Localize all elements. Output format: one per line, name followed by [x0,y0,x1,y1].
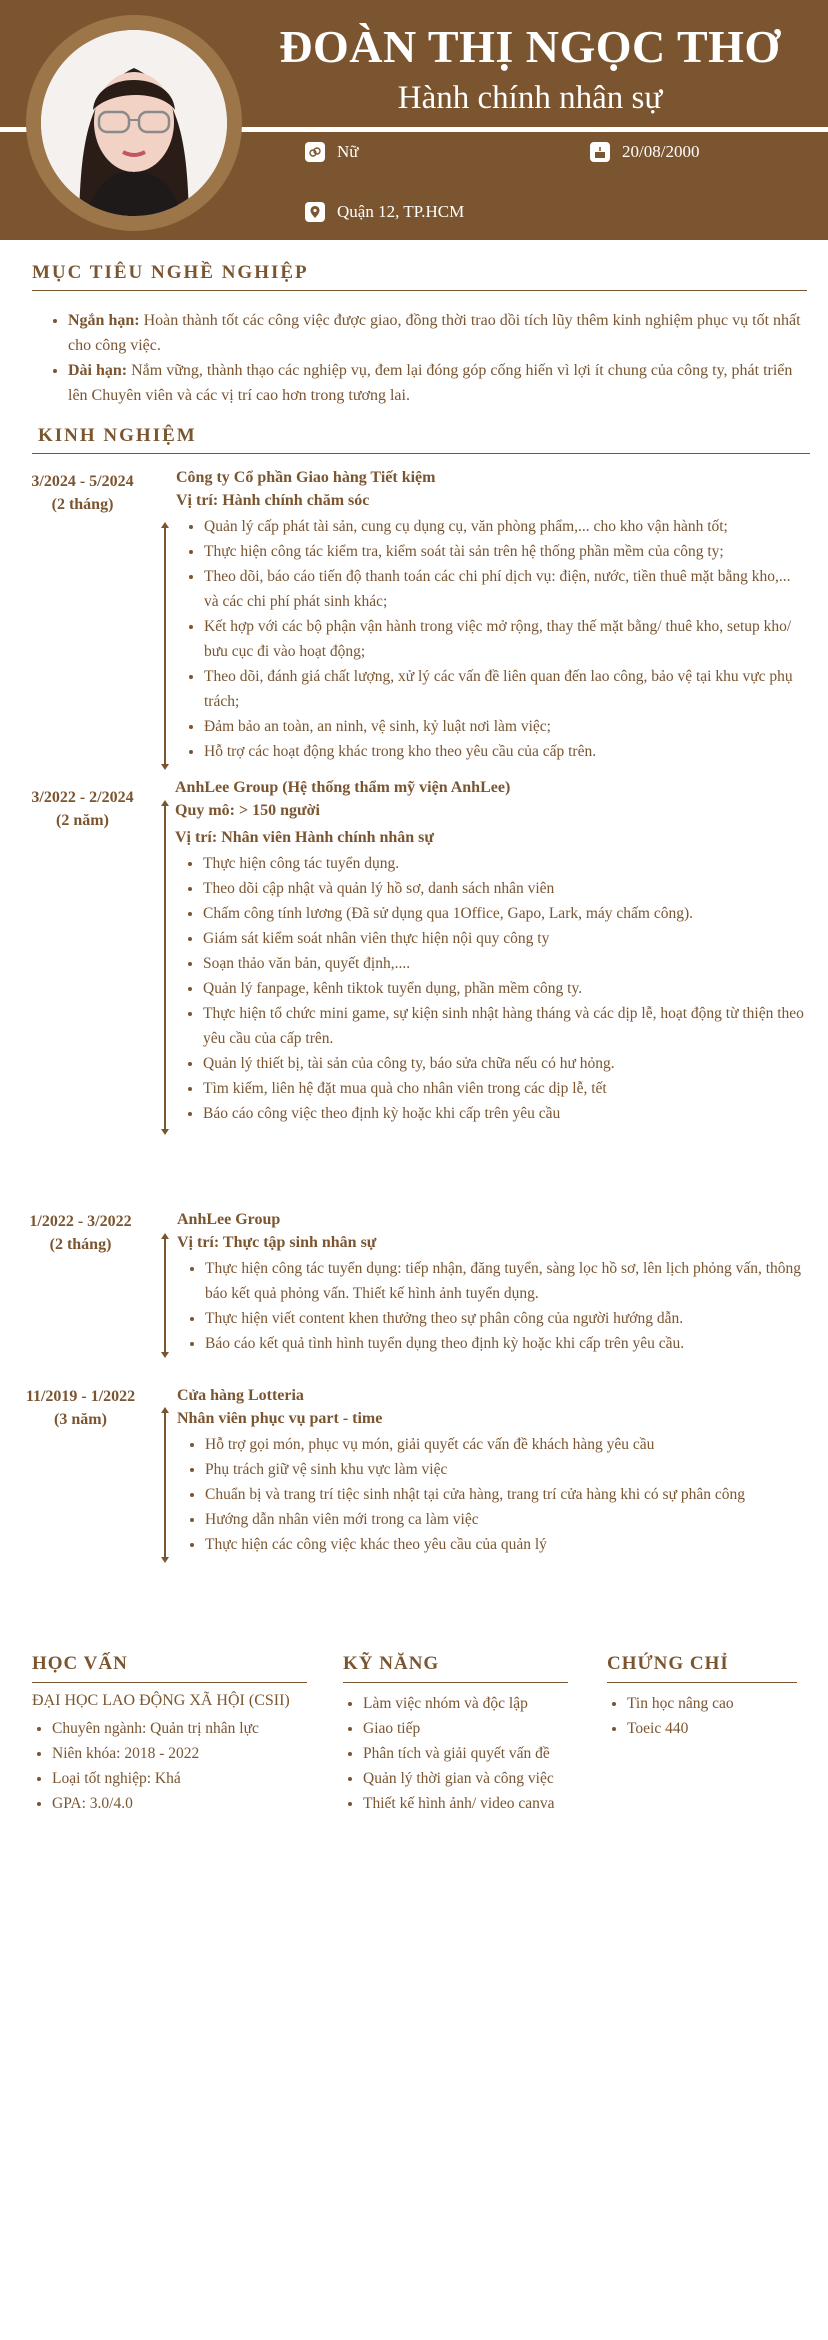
objective-list [50,308,810,408]
company-name: Cửa hàng Lotteria [177,1387,304,1404]
task-item: • Thực hiện các công việc khác theo yêu cầu của quản lý [205,1532,807,1557]
company-name: Công ty Cổ phần Giao hàng Tiết kiệm [176,469,436,486]
company-scale: Quy mô: > 150 người [175,802,320,819]
education-rule [32,1682,307,1683]
birthday-cake-icon [590,142,610,162]
task-item: • Chuẩn bị và trang trí tiệc sinh nhật tại cửa hàng, trang trí cửa hàng khi có sự phân công [205,1482,807,1507]
header-banner [0,0,828,240]
job-entry [175,776,805,1126]
job-position: Nhân viên phục vụ part - time [177,1410,383,1427]
timeline-arrow-bottom [161,1557,169,1563]
education-item: • Chuyên ngành: Quản trị nhân lực [52,1716,314,1741]
job-date: 3/2024 - 5/2024 (2 tháng) [31,473,134,513]
task-item: • Đảm bảo an toàn, an ninh, vệ sinh, kỷ luật nơi làm việc; [204,714,806,739]
job-entry [177,1208,807,1356]
experience-rule [32,453,810,454]
skill-item: • Quản lý thời gian và công việc [363,1766,585,1791]
task-item: • Thực hiện công tác tuyển dụng. [203,851,805,876]
objective-item: • Dài hạn: Nắm vững, thành thạo các nghiệp vụ, đem lại đóng góp cống hiến vì lợi ít chung của công ty, phát triển lên Chuyên viên và các vị trí cao hơn trong tương lai. [68,358,810,408]
task-item: • Theo dõi, đánh giá chất lượng, xử lý các vấn đề liên quan đến lao công, bảo vệ tại khu vực phụ trách; [204,664,806,714]
skill-item: • Phân tích và giải quyết vấn đề [363,1741,585,1766]
task-list [177,1256,807,1356]
task-list [177,1432,807,1557]
job-date: 3/2022 - 2/2024 (2 năm) [31,789,134,829]
skill-item: • Làm việc nhóm và độc lập [363,1691,585,1716]
task-item: • Thực hiện công tác kiểm tra, kiểm soát tài sản trên hệ thống phần mềm của công ty; [204,539,806,564]
job-entry [177,1384,807,1557]
timeline-arrow-bottom [161,764,169,770]
company-name: AnhLee Group (Hệ thống thẩm mỹ viện AnhLee) [175,779,511,796]
objective-rule [32,290,807,291]
job-entry [176,466,806,764]
task-list [175,851,805,1126]
timeline-line [164,1238,166,1353]
skills-title: KỸ NĂNG [343,1653,440,1674]
task-item: • Báo cáo kết quả tình hình tuyển dụng theo định kỳ hoặc khi cấp trên yêu cầu. [205,1331,807,1356]
certificates-title: CHỨNG CHỈ [607,1653,729,1674]
education-item: • Loại tốt nghiệp: Khá [52,1766,314,1791]
education-item: • Niên khóa: 2018 - 2022 [52,1741,314,1766]
full-name: ĐOÀN THỊ NGỌC THƠ [279,21,781,72]
avatar-portrait [41,30,227,216]
location-pin-icon [305,202,325,222]
experience-title: KINH NGHIỆM [38,425,197,446]
company-name: AnhLee Group [177,1211,281,1228]
birthday-value: 20/08/2000 [622,142,700,161]
birthday-row [590,142,699,162]
certificates-rule [607,1682,797,1683]
objective-item: • Ngắn hạn: Hoàn thành tốt các công việc được giao, đồng thời trao dồi tích lũy thêm kinh nghiệm phục vụ tốt nhất cho công việc. [68,308,810,358]
task-item: • Hỗ trợ các hoạt động khác trong kho theo yêu cầu của cấp trên. [204,739,806,764]
skill-item: • Thiết kế hình ảnh/ video canva [363,1791,585,1816]
job-position: Vị trí: Nhân viên Hành chính nhân sự [175,829,435,846]
task-item: • Hỗ trợ gọi món, phục vụ món, giải quyết các vấn đề khách hàng yêu cầu [205,1432,807,1457]
task-item: • Theo dõi cập nhật và quản lý hồ sơ, danh sách nhân viên [203,876,805,901]
task-item: • Thực hiện tổ chức mini game, sự kiện sinh nhật hàng tháng và các dịp lễ, hoạt động từ thiện theo yêu cầu của cấp trên. [203,1001,805,1051]
job-date: 11/2019 - 1/2022 (3 năm) [25,1388,136,1428]
task-item: • Tìm kiếm, liên hệ đặt mua quà cho nhân viên trong các dịp lễ, tết [203,1076,805,1101]
task-list [176,514,806,764]
task-item: • Quản lý fanpage, kênh tiktok tuyển dụng, phần mềm công ty. [203,976,805,1001]
skills-rule [343,1682,568,1683]
address-value: Quận 12, TP.HCM [337,202,465,221]
education-title: HỌC VẤN [32,1653,128,1674]
skill-item: • Giao tiếp [363,1716,585,1741]
task-item: • Thực hiện công tác tuyển dụng: tiếp nhận, đăng tuyển, sàng lọc hồ sơ, lên lịch phỏng vấn, thông báo kết quả phỏng vấn. Thiết kế hình ảnh tuyển dụng. [205,1256,807,1306]
task-item: • Hướng dẫn nhân viên mới trong ca làm việc [205,1507,807,1532]
job-position: Vị trí: Thực tập sinh nhân sự [177,1234,377,1251]
gender-icon [305,142,325,162]
job-title: Hành chính nhân sự [397,80,663,116]
timeline-line [164,1412,166,1558]
gender-row [305,142,359,162]
task-item: • Chấm công tính lương (Đã sử dụng qua 1Office, Gapo, Lark, máy chấm công). [203,901,805,926]
timeline-line [164,805,166,1130]
timeline-arrow-bottom [161,1352,169,1358]
school-name: ĐẠI HỌC LAO ĐỘNG XÃ HỘI (CSII) [32,1692,290,1709]
timeline-line [164,527,166,765]
task-item: • Quản lý thiết bị, tài sản của công ty, báo sửa chữa nếu có hư hỏng. [203,1051,805,1076]
objective-title: MỤC TIÊU NGHỀ NGHIỆP [32,262,309,283]
skills-list [345,1691,585,1816]
task-item: • Phụ trách giữ vệ sinh khu vực làm việc [205,1457,807,1482]
task-item: • Kết hợp với các bộ phận vận hành trong việc mở rộng, thay thế mặt bằng/ thuê kho, setup kho/ bưu cục đi vào hoạt động; [204,614,806,664]
education-item: • GPA: 3.0/4.0 [52,1791,314,1816]
avatar [41,30,227,216]
certificate-item: • Toeic 440 [627,1716,809,1741]
certificates-list [609,1691,809,1741]
address-row [305,202,464,222]
task-item: • Giám sát kiểm soát nhân viên thực hiện nội quy công ty [203,926,805,951]
task-item: • Báo cáo công việc theo định kỳ hoặc khi cấp trên yêu cầu [203,1101,805,1126]
education-list [34,1716,314,1816]
job-date: 1/2022 - 3/2022 (2 tháng) [29,1213,132,1253]
job-position: Vị trí: Hành chính chăm sóc [176,492,370,509]
gender-value: Nữ [337,142,359,161]
task-item: • Thực hiện viết content khen thưởng theo sự phân công của người hướng dẫn. [205,1306,807,1331]
certificate-item: • Tin học nâng cao [627,1691,809,1716]
task-item: • Soạn thảo văn bản, quyết định,.... [203,951,805,976]
task-item: • Quản lý cấp phát tài sản, cung cụ dụng cụ, văn phòng phẩm,... cho kho vận hành tốt; [204,514,806,539]
timeline-arrow-bottom [161,1129,169,1135]
task-item: • Theo dõi, báo cáo tiến độ thanh toán các chi phí dịch vụ: điện, nước, tiền thuê mặt bằng kho,... và các chi phí phát sinh khác; [204,564,806,614]
